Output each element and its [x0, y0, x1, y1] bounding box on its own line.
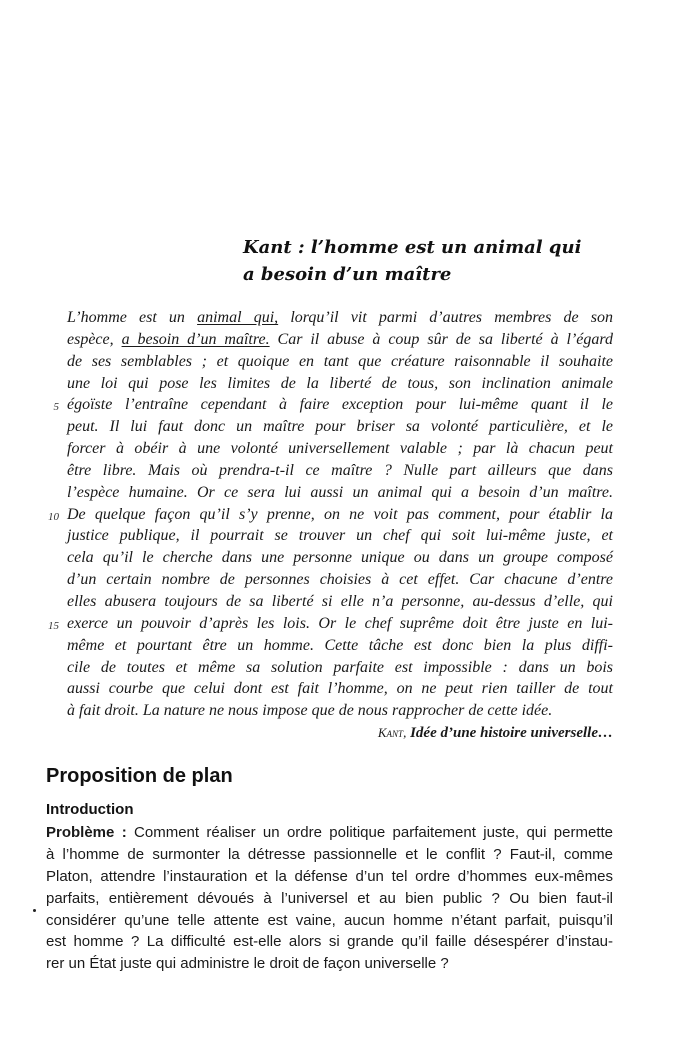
line-number: 10 [48, 510, 59, 523]
passage-line [67, 591, 613, 613]
passage-line [67, 460, 613, 482]
passage-line [67, 678, 613, 700]
problem-line [46, 953, 613, 975]
problem-line [46, 910, 613, 932]
source-work: Idée d’une histoire universelle… [410, 725, 613, 741]
passage-line [67, 657, 613, 679]
passage-line [67, 351, 613, 373]
passage-line [67, 482, 613, 504]
passage-line [67, 373, 613, 395]
problem-label: Problème : [46, 824, 127, 841]
passage-text: l’espèce humaine. Or ce sera lui aussi un animal qui a besoin d’un maître. [67, 483, 613, 501]
problem-text: rer un État juste qui administre le droit de façon universelle ? [46, 955, 449, 973]
passage-line [67, 525, 613, 547]
passage-text: forcer à obéir à une volonté universellement valable ; par là chacun peut [67, 440, 613, 458]
problem-text: parfaits, entièrement dévoués à l’universel et au bien public ? Ou bien faut-il [46, 889, 613, 907]
passage-text: d’un certain nombre de personnes choisies à cet effet. Car chacune d’entre [67, 571, 613, 589]
passage-line [67, 416, 613, 438]
underlined-phrase: animal qui, [197, 309, 279, 326]
line-number: 15 [48, 619, 59, 632]
line-number: 5 [53, 401, 59, 414]
problem-text: Comment réaliser un ordre politique parfaitement juste, qui permette [126, 824, 613, 841]
passage-text: être libre. Mais où prendra-t-il ce maître ? Nulle part ailleurs que dans [67, 461, 613, 479]
problem-line [46, 822, 613, 844]
passage-text: peut. Il lui faut donc un maître pour briser sa volonté particulière, et le [67, 418, 613, 436]
passage-text: cela qu’il le cherche dans une personne unique ou dans un groupe composé [67, 549, 613, 567]
passage-line [67, 394, 613, 416]
problem-paragraph [46, 822, 613, 975]
passage-line [67, 547, 613, 569]
passage-line [67, 569, 613, 591]
passage-text: exerce un pouvoir d’après les lois. Or le chef suprême doit être juste en lui- [67, 614, 613, 632]
problem-text: considérer qu’une telle attente est vaine, aucun homme n’étant parfait, puisqu’il [46, 911, 613, 929]
source-citation [378, 725, 613, 742]
kant-passage [48, 307, 614, 722]
problem-line [46, 866, 613, 888]
underlined-phrase: a besoin d’un maître. [121, 330, 270, 348]
passage-text: De quelque façon qu’il s’y prenne, on ne voit pas comment, pour établir la [67, 505, 613, 523]
passage-line [67, 613, 613, 635]
problem-line [46, 888, 613, 910]
title-line-1: Kant : l’homme est un animal qui [243, 237, 582, 258]
passage-text: de ses semblables ; et quoique en tant que créature raisonnable il souhaite [67, 352, 613, 370]
problem-text: est homme ? La difficulté est-elle alors si grande qu’il faille désespérer d’instau- [46, 933, 613, 951]
passage-text: une loi qui pose les limites de la liberté de tous, son inclination animale [67, 374, 613, 392]
passage-text: même et pourtant être un homme. Cette tâche est donc bien la plus diffi- [67, 636, 613, 654]
intro-label: Introduction [46, 801, 134, 818]
margin-dot [33, 909, 36, 912]
passage-text: égoïste l’entraîne cependant à faire exception pour lui-même quant il le [67, 396, 613, 414]
problem-line [46, 931, 613, 953]
passage-text: aussi courbe que celui dont est fait l’homme, on ne peut rien tailler de tout [67, 680, 613, 698]
source-author: Kant, [377, 725, 407, 740]
passage-text: elles abusera toujours de sa liberté si elle n’a personne, au-dessus d’elle, qui [67, 592, 613, 610]
passage-text: à fait droit. La nature ne nous impose que de nous rapprocher de cette idée. [67, 702, 553, 720]
passage-text: cile de toutes et même sa solution parfaite est impossible : dans un bois [67, 658, 613, 676]
passage-line [67, 307, 613, 329]
problem-line [46, 844, 613, 866]
passage-text: justice publique, il pourrait se trouver un chef qui soit lui-même juste, et [67, 527, 613, 545]
passage-line [67, 700, 613, 722]
passage-text: espèce, [67, 330, 122, 348]
passage-line [67, 438, 613, 460]
passage-line [67, 504, 613, 526]
passage-text: Car il abuse à coup sûr de sa liberté à l’égard [269, 330, 614, 348]
problem-text: à l’homme de surmonter la détresse passionnelle et le conflit ? Faut-il, comme [46, 845, 613, 863]
passage-line [67, 635, 613, 657]
passage-text: L’homme est un [67, 309, 198, 326]
text-title [243, 234, 623, 288]
problem-text: Platon, attendre l’instauration et la défense d’un tel ordre d’hommes eux-mêmes [46, 867, 613, 885]
passage-line [67, 329, 613, 351]
title-line-2: a besoin d’un maître [243, 264, 452, 285]
plan-heading: Proposition de plan [46, 765, 233, 787]
passage-text: lorqu’il vit parmi d’autres membres de son [278, 309, 614, 326]
